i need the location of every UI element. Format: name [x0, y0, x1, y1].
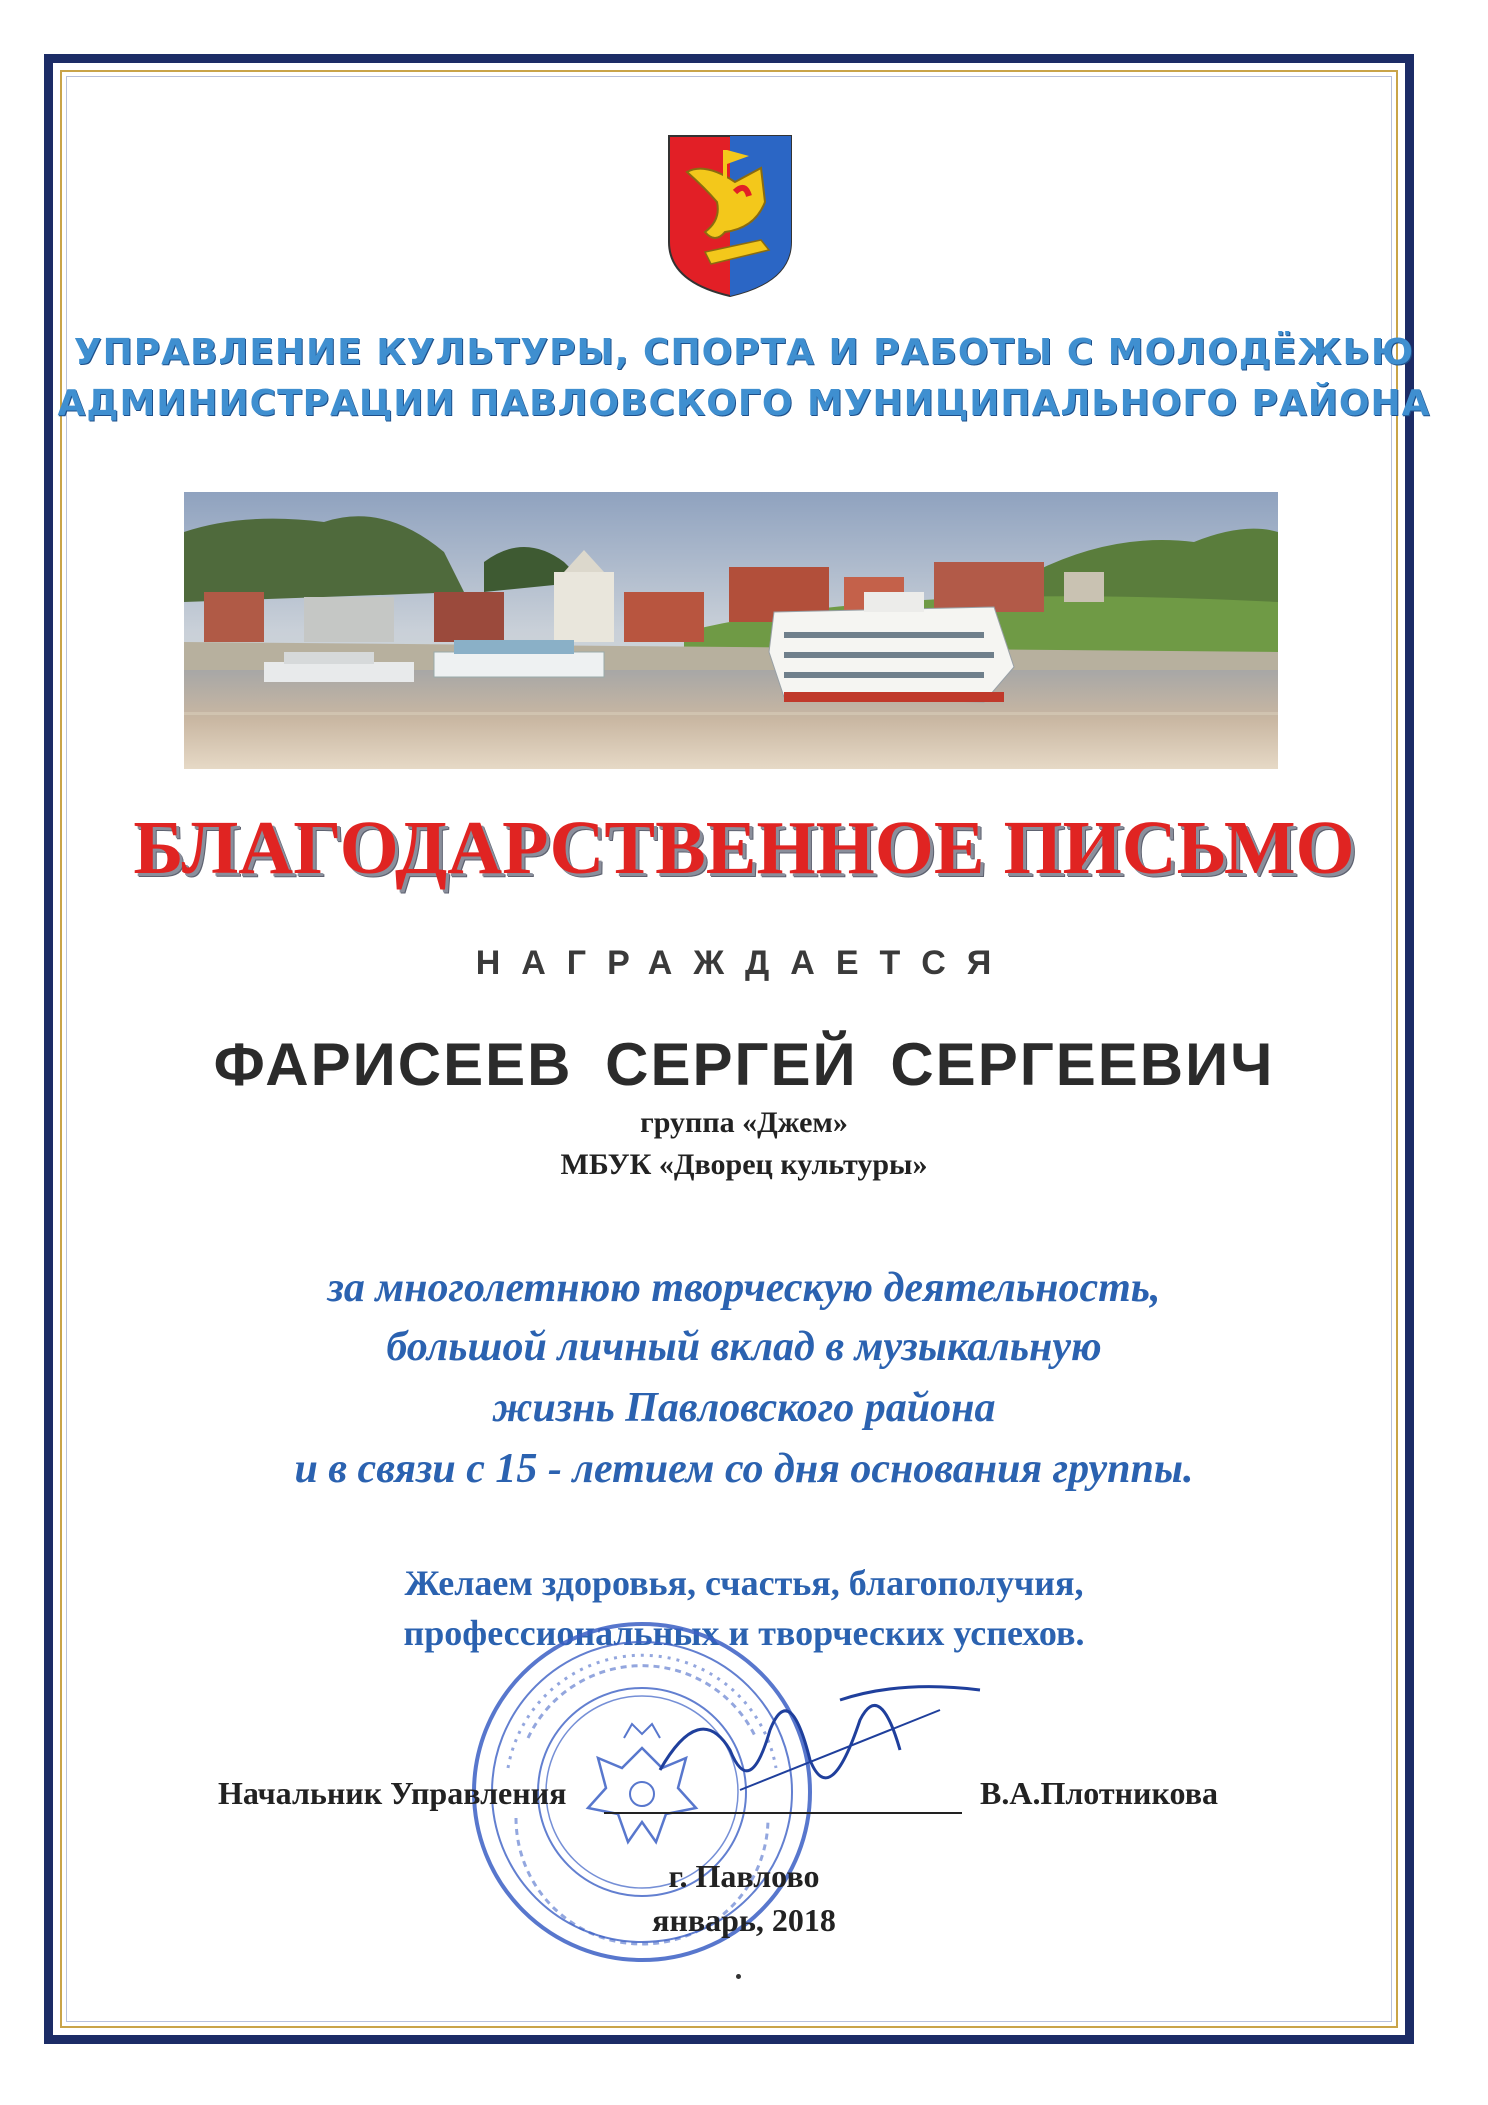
reason-line: жизнь Павловского района: [492, 1385, 996, 1431]
organization-line-2: АДМИНИСТРАЦИИ ПАВЛОВСКОГО МУНИЦИПАЛЬНОГО РАЙОНА: [57, 383, 1431, 424]
document-title: БЛАГОДАРСТВЕННОЕ ПИСЬМО: [133, 806, 1355, 890]
recipient-name: ФАРИСЕЕВ СЕРГЕЙ СЕРГЕЕВИЧ: [213, 1031, 1275, 1098]
wish-line: профессиональных и творческих успехов.: [403, 1613, 1085, 1653]
river-landscape-photo: [184, 492, 1278, 769]
signature-line: [604, 1812, 962, 1814]
signer-position: Начальник Управления: [218, 1775, 567, 1811]
organization-line-1: УПРАВЛЕНИЕ КУЛЬТУРЫ, СПОРТА И РАБОТЫ С МОЛОДЁЖЬЮ: [73, 332, 1415, 373]
reason-line: и в связи с 15 - летием со дня основания группы.: [294, 1446, 1194, 1492]
reason-line: большой личный вклад в музыкальную: [386, 1324, 1102, 1370]
page-mark: [736, 1974, 741, 1979]
awarded-label: НАГРАЖДАЕТСЯ: [475, 944, 1013, 982]
city: г. Павлово: [668, 1858, 820, 1894]
handwritten-signature: [640, 1660, 1000, 1820]
recipient-group: группа «Джем»: [640, 1106, 848, 1139]
issue-date: январь, 2018: [652, 1902, 836, 1938]
recipient-organization: МБУК «Дворец культуры»: [560, 1148, 928, 1181]
reason-line: за многолетнюю творческую деятельность,: [327, 1265, 1161, 1311]
signer-name: В.А.Плотникова: [980, 1775, 1218, 1811]
wish-line: Желаем здоровья, счастья, благополучия,: [404, 1563, 1084, 1603]
coat-of-arms-icon: [665, 132, 795, 300]
